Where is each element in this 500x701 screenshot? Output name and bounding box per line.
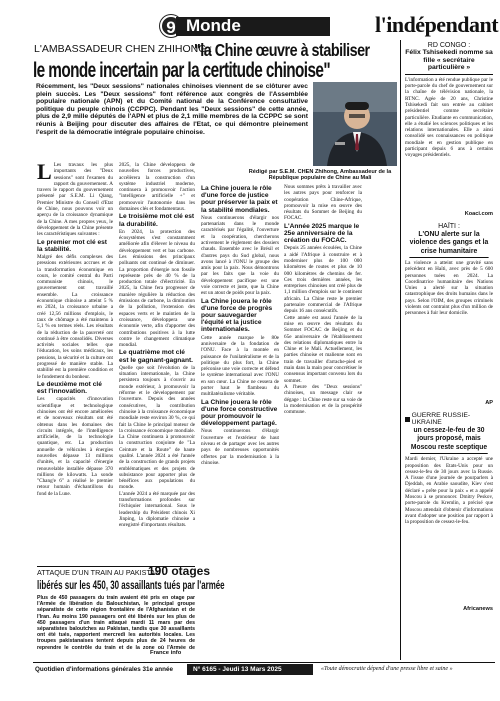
col1-paragraph-1: L Les travaux les plus importants des "Deux sessions" sont l'examen du rapport du gouvernement. A travers le rapport du gouvernement présenté par S.E.M. Li Qiang, Premier Ministre du Conseil d'Etat de Chine, nous pouvons voir un aperçu de la croissance dynamique de la Chine. A mes propres yeux, le développement de la Chine présente les caractéristiques suivantes : (37, 162, 113, 238)
bottom-article-title: libérés sur les 450, 30 assaillants tués par l'armée (37, 580, 225, 592)
newspaper-brand: l'indépendant (375, 12, 499, 37)
col2-paragraph-3: Quelle que soit l'évolution de la situation internationale, la Chine persistera toujours à s'ouvrir au monde extérieur, à promouvoir la réforme et le développement par l'ouverture. Depuis des années consécutives, la contribution chinoise à la croissance économique mondiale reste environ 30 %, ce qui fait la Chine le principal moteur de la croissance économique mondiale. La Chine continuera à promouvoir la construction conjointe de "La Ceinture et la Route" de haute qualité. L'année 2024 a été l'année de la construction de grands projets emblématiques et des projets de subsistance pour apporter plus de bénéfices aux populations du monde. (119, 364, 195, 491)
col4-paragraph-1: Nous sommes prêts à travailler avec les autres pays pour renforcer la coopération Chine-Afrique, promouvoir la mise en œuvre des résultats du Sommet de Beijing du FOCAC. (284, 184, 362, 222)
article-column-2 (119, 162, 195, 565)
col1-paragraph-3: Les capacités d'innovation scientifique et technologique chinoises ont été encore améliorées et de nouveaux résultats ont été obtenus dans les domaines des circuits intégrés, de l'intelligence artificielle, de la technologie quantique, etc. La production annuelle de véhicules à énergies nouvelles dépasse 13 millions d'unités, et la capacité d'énergie renouvelable installée dépasse 370 millions de kilowatts. La sonde "Chang'e 6" a réalisé le premier retour humain d'échantillons du fond de la Lune. (37, 396, 113, 497)
photo-caption: Rédigé par S.E.M. CHEN Zhihong, Ambassadeur de la République populaire de Chine au Mali (248, 169, 392, 182)
headline-line-1: "la Chine œuvre à stabiliser (194, 40, 370, 60)
col1-subhead-1: Le premier mot clé est la stabilité. (37, 238, 107, 253)
ru-bullet (405, 417, 410, 422)
rdc-kicker: RD CONGO : (427, 42, 471, 49)
col3-paragraph-3: Nous continuerons d'élargir l'ouverture et l'extérieur de haut niveau et de partager avec les autres pays de nombreuses opportunités offertes par la modernisation à la chinoise. (201, 428, 279, 466)
sidebar (405, 42, 493, 657)
bottom-article-title-big: 190 otages (148, 564, 211, 578)
col2-paragraph-4: L'année 2024 a été marquée par des transformations profondes sur l'échiquier international. Sous le leadership du Président chinois Xi Jinping, la diplomatie chinoise a enregistré d'importants résultats. (119, 490, 195, 529)
col2-subhead-2: Le quatrième mot clé est le gagnant-gagnant. (119, 349, 194, 364)
rdc-title: Félix Tshisekedi nomme sa fille « secrétaire particulière » (405, 49, 493, 75)
page-number: 9 (166, 18, 176, 37)
article-column-1 (37, 162, 113, 565)
haiti-title: L'ONU alerte sur la violence des gangs et la crise humanitaire (409, 230, 488, 258)
ambassador-photo (313, 82, 397, 166)
col1-paragraph-2: Malgré des défis complexes des pressions extérieures accrues et de la transformation économique en cours, le comité central du Parti communiste chinois, le gouvernement ont travaillé ensemble. La croissance économique chinoise a atteint 5 % en 2024, la croissance urbaine a créé 12,56 millions d'emplois, le taux de chômage a été maintenu à 5,1 % en termes réels. Les résultats de la réduction de la pauvreté ont continué à être consolidés. Diverses activités sociales telles que l'éducation, les soins médicaux, les pensions, la sécurité et la culture ont progressé de manière stable. La stabilité est la première condition et le fondement du bonheur. (37, 253, 113, 380)
haiti-kicker: HAÏTI : (438, 222, 460, 230)
col4-paragraph-4: A l'heure des "Deux sessions" chinoises, un message clair se dégage : la Chine reste sur sa voie de la modernisation et de la prospérité commune. (284, 383, 362, 416)
col1-subhead-2: Le deuxième mot clé est l'innovation. (37, 380, 102, 396)
col4-paragraph-3: Cette année est aussi l'année de la mise en œuvre des résultats du Sommet FOCAC de Beijing et du 65e anniversaire de l'établissement des relations diplomatiques entre la Chine et le Mali. Actuellement, les parties chinoise et malienne sont en train de travailler d'arrache-pied et main dans la main pour concrétiser le consensus important convenu lors du sommet. (284, 314, 362, 384)
col3-subhead-1: La Chine jouera le rôle d'une force de justice pour préserver la paix et la stabilité mondiales. (201, 185, 278, 214)
masthead (0, 0, 500, 40)
ru-kicker: GUERRE RUSSIE-UKRAINE (411, 412, 471, 426)
col4-subhead-1: L'Année 2025 marque le 25e anniversaire de la création du FOCAC. (284, 222, 360, 245)
section-title: Monde (186, 16, 241, 35)
col3-paragraph-1: Nous continuerons d'élargir nos partenariats dans le monde caractérisés par l'égalité, l'ouverture et la coopération, chercherons activement le règlement des dossiers chauds. Ensemble avec le Brésil et d'autres pays du Sud global, nous avons lancé à l'ONU le groupe des amis pour la paix. Nous démontrons par les faits que la voie du développement pacifique est une voie correcte et juste, que la Chine est un atout de poids pour la paix. (201, 214, 279, 297)
bottom-article-source: France info (150, 650, 182, 656)
rdc-body: L'information a été rendue publique par le porte-parole du chef de gouvernement sur la chaîne de télévision nationale, la RTNC. Agée de 20 ans, Christine Tshisekedi fait son entrée au cabinet présidentiel comme secrétaire particulière. Etudiante en communication, elle a étudié les sciences politiques et les relations internationales. Elle a ainsi consolidé ses connaissances en politique mondiale et en gestion publique en participant depuis 6 ans à certains voyages présidentiels. (405, 76, 493, 159)
ru-body: Mardi dernier, l'Ukraine a accepté une proposition des Etats-Unis pour un cessez-le-feu de 30 jours avec la Russie. A l'issue d'une journée de pourparlers à Djeddah, en Arabie saoudite, Kiev s'est déclaré « prête pour la paix » et a appelé Moscou à se prononcer. Dmitry Peskov, porte-parole du Kremlin, a précisé que Moscou attendait d'obtenir d'informations avant d'adopter une position par rapport à la proposition de cessez-le-feu. (405, 456, 493, 526)
headline-line-2: le monde incertain par la certitude chinoise" (33, 59, 331, 82)
footer (33, 662, 495, 676)
sidebar-divider (400, 40, 401, 660)
portrait-figure (313, 82, 397, 166)
article-column-4 (284, 184, 362, 654)
rdc-source: Koaci.com (464, 210, 493, 217)
footer-issue: N° 6165 - Jeudi 13 Mars 2025 (193, 666, 282, 673)
col2-paragraph-1: 2025, la Chine développera de nouvelles forces productives, accélèrera la construction d'un système industriel moderne, continuera à promouvoir l'action "intelligence artificielle +" et promouvoir l'autonomie dans les domaines clés et fondamentaux. (119, 162, 195, 213)
headline-kicker: L'AMBASSADEUR CHEN ZHIHONG : (34, 43, 213, 55)
ru-kicker-row (405, 412, 493, 426)
col2-paragraph-2: En 2024, la protection des écosystèmes s'est constamment améliorée afin d'élever le niveau du développement vert et bas carbone. Les émissions des principaux polluants ont continué de diminuer. La proportion d'énergie non fossile représente près de 40 % de la production totale d'électricité. En 2025, la Chine fera progresser de manière régulière la réduction des émissions de carbone, la diminution de la pollution, l'extension des espaces verts et le maintien de la croissance, développera une économie verte, afin d'apporter des contributions positives à la lutte contre le changement climatique mondial. (119, 228, 195, 349)
lead-paragraph: Récemment, les "Deux sessions" nationales chinoises viennent de se clôturer avec plein succès. Les "Deux sessions" font référence aux congrès de l'Assemblée populaire nationale (APN) et du Comité national de la Conférence consultative politique du peuple chinois (CCPPC). Pendant les "Deux sessions" de cette année, plus de 2,9 mille députés de l'APN et plus de 2,1 mille membres de la CCPPC se sont réunis à Beijing pour discuter des affaires de l'Etat, ce qui démontre pleinement l'esprit de la démocratie intégrale populaire chinoise. (36, 83, 308, 136)
haiti-body: La violence a atteint une gravité sans précédent en Haïti, avec près de 5 600 personnes tuées en 2024. La Coordinatrice humanitaire des Nations Unies a alerté sur la situation catastrophique des droits humains dans le pays. Selon l'OIM, des groupes criminels violents ont contraint plus d'un million de personnes à fuir leur domicile. (405, 260, 493, 317)
ru-title: un cessez-le-feu de 30 jours proposé, mais Moscou reste sceptique (410, 426, 487, 454)
col3-subhead-2: La Chine jouera le rôle d'une force de progrès pour sauvegarder l'équité et la justice internationales. (201, 297, 273, 334)
drop-cap: L (37, 162, 52, 184)
footer-motto: «Toute démocratie dépend d'une presse libre et saine » (321, 666, 453, 672)
col4-paragraph-2: Depuis 25 années écoulées, la Chine a aidé l'Afrique à construire et à moderniser plus de 100 000 kilomètres de routes et plus de 10 000 kilomètres de chemins de fer. Ces trois dernières années, les entreprises chinoises ont créé plus de 1,1 million d'emplois sur le continent africain. La Chine reste le premier partenaire commercial de l'Afrique depuis 16 ans consécutifs. (284, 245, 362, 315)
col2-subhead-1: Le troisième mot clé est la durabilité. (119, 213, 195, 228)
footer-left: Quotidien d'informations générales 31e année (35, 666, 173, 673)
col3-paragraph-2: Cette année marque le 80e anniversaire de la fondation de l'ONU. Face à la montée en puissance de l'unilatéralisme et de la politique du plus fort, la Chine préconise une voie correcte et défend le système international avec l'ONU en son cœur. La Chine ne cessera de porter haut le flambeau du multilatéralisme véritable. (201, 334, 279, 398)
bottom-article-body: Plus de 450 passagers du train avaient été pris en otage par l'Armée de libération du Balouchistan, le principal groupe séparatiste de cette région frontalière de l'Afghanistan et de l'Iran. Au moins 190 passagers ont été libérés sur les plus de 450 passagers d'un train attaqué mardi 11 mars par des séparatistes baloutches au Pakistan, tandis que 30 assaillants ont été tués, rapportent mercredi les autorités locales. Les troupes pakistanaises tentent depuis plus de 24 heures de reprendre le contrôle du train et de la zone où l'Armée de (37, 595, 195, 651)
col3-subhead-3: La Chine jouera le rôle d'une force constructive pour promouvoir le développement partagé. (201, 398, 278, 428)
bottom-article-kicker: ATTAQUE D'UN TRAIN AU PAKISTAN : (37, 568, 165, 577)
haiti-source: AP (485, 400, 493, 406)
ru-source: Africanews (463, 606, 493, 613)
